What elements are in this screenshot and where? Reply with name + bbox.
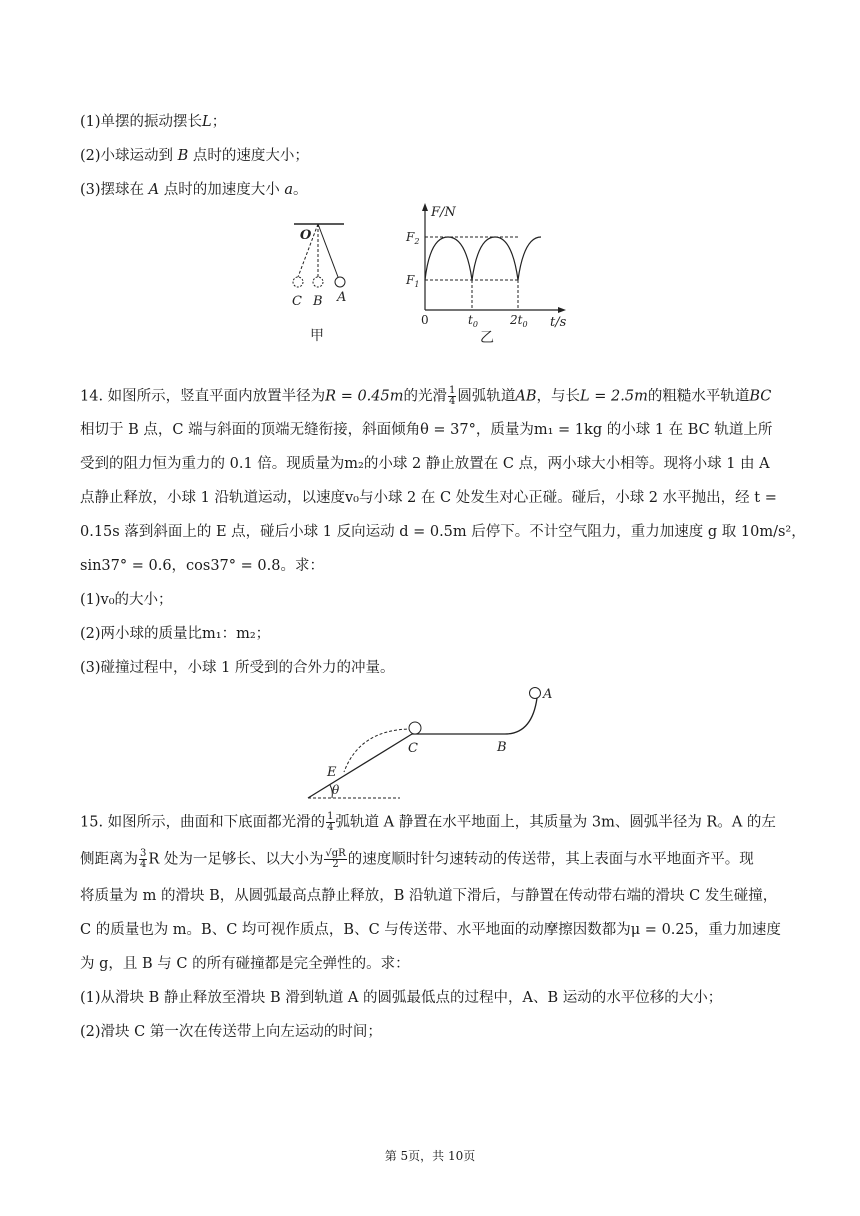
q14-sub3: (3)碰撞过程中，小球 1 所受到的合外力的冲量。 [80, 660, 395, 676]
q15-line2: 侧距离为 $\frac{3}{4}$ R 处为一足够长、以大小为 $\frac{√gR}{2}$ 的速度顺时针匀速转动的传送带，其上表面与水平地面齐平。现 [80, 848, 754, 870]
q15-line1: 15. 如图所示，曲面和下底面都光滑的 $\frac{1}{4}$ 弧轨道 A 静置在水平地面上，其质量为 3m、圆弧半径为 R。A 的左 [80, 811, 776, 833]
incline [308, 734, 412, 798]
x-axis-arrow [558, 307, 566, 313]
y-axis-label: F/N [431, 205, 456, 220]
figure-force-time [400, 200, 580, 345]
pendulum-label-b: B [313, 294, 323, 309]
track-label-b: B [497, 740, 507, 755]
pendulum-string-a [318, 224, 338, 277]
q13-sub3: (3)摆球在 A 点时的加速度大小 a。 [80, 182, 308, 198]
track-label-a: A [543, 687, 553, 702]
q13-sub2: (2)小球运动到 B 点时的速度大小； [80, 148, 309, 164]
pendulum-caption: 甲 [310, 328, 324, 344]
q14-sub2: (2)两小球的质量比m₁：m₂； [80, 626, 271, 642]
track-label-c: C [408, 741, 418, 756]
q14-line5: 0.15s 落到斜面上的 E 点，碰后小球 1 反向运动 d = 0.5m 后停下。不计空气阻力，重力加速度 g 取 10m/s²， [80, 524, 806, 540]
tick-t0: $t_0$ [468, 313, 478, 329]
q14-sub1: (1)v₀的大小； [80, 592, 173, 608]
q15-line3: 将质量为 m 的滑块 B，从圆弧最高点静止释放，B 沿轨道下滑后，与静置在传动带右端的滑块 C 发生碰撞， [80, 888, 778, 904]
q14-line6: sin37° = 0.6，cos37° = 0.8。求： [80, 558, 324, 574]
fraction-sqrt-gr: $\frac{√gR}{2}$ [325, 848, 346, 870]
pendulum-label-a: A [337, 290, 347, 305]
figure-pendulum [280, 215, 370, 345]
force-caption: 乙 [480, 330, 494, 345]
tick-2t0: $2t_0$ [510, 313, 528, 329]
force-curve [425, 237, 541, 280]
label-f1: $F_1$ [406, 273, 420, 289]
q15-line5: 为 g，且 B 与 C 的所有碰撞都是完全弹性的。求： [80, 956, 410, 972]
fraction-quarter: $\frac{1}{4}$ [449, 385, 456, 407]
track-label-theta: θ [332, 783, 340, 797]
fraction-three-quarters: $\frac{3}{4}$ [140, 848, 147, 870]
q13-sub1: (1)单摆的振动摆长L； [80, 114, 227, 130]
page-footer: 第 5页，共 10页 [384, 1149, 476, 1163]
label-origin: 0 [421, 313, 429, 327]
q15-sub1: (1)从滑块 B 静止释放至滑块 B 滑到轨道 A 的圆弧最低点的过程中，A、B 运动的水平位移的大小； [80, 990, 723, 1006]
q14-line3: 受到的阻力恒为重力的 0.1 倍。现质量为m₂的小球 2 静止放置在 C 点，两小球大小相等。现将小球 1 由 A [80, 456, 770, 472]
arc-track [505, 698, 537, 734]
label-f2: $F_2$ [406, 230, 420, 246]
ball-1 [530, 688, 541, 699]
pendulum-label-c: C [292, 294, 302, 309]
q15-sub2: (2)滑块 C 第一次在传送带上向左运动的时间； [80, 1024, 382, 1040]
ball-2 [409, 722, 421, 734]
q14-line1: 14. 如图所示，竖直平面内放置半径为R = 0.45m的光滑 $\frac{1}{4}$ 圆弧轨道AB，与长L = 2.5m的粗糙水平轨道BC [80, 385, 772, 407]
x-axis-label: t/s [550, 315, 567, 330]
pendulum-ball-b [313, 277, 323, 287]
fraction-quarter-15: $\frac{1}{4}$ [327, 811, 334, 833]
projectile-path [344, 729, 412, 772]
pendulum-ball-c [293, 277, 303, 287]
pendulum-ball-a [335, 277, 345, 287]
q14-line2: 相切于 B 点，C 端与斜面的顶端无缝衔接，斜面倾角θ = 37°，质量为m₁ = 1kg 的小球 1 在 BC 轨道上所 [80, 422, 773, 438]
q14-line4: 点静止释放，小球 1 沿轨道运动，以速度v₀与小球 2 在 C 处发生对心正碰。碰后，小球 2 水平抛出，经 t = [80, 490, 777, 506]
q15-line4: C 的质量也为 m。B、C 均可视作质点，B、C 与传送带、水平地面的动摩擦因数都为μ = 0.25，重力加速度 [80, 922, 781, 938]
figure-track [300, 684, 570, 806]
y-axis-arrow [422, 203, 428, 211]
track-label-e: E [327, 765, 337, 780]
pendulum-label-o: O [300, 228, 312, 243]
